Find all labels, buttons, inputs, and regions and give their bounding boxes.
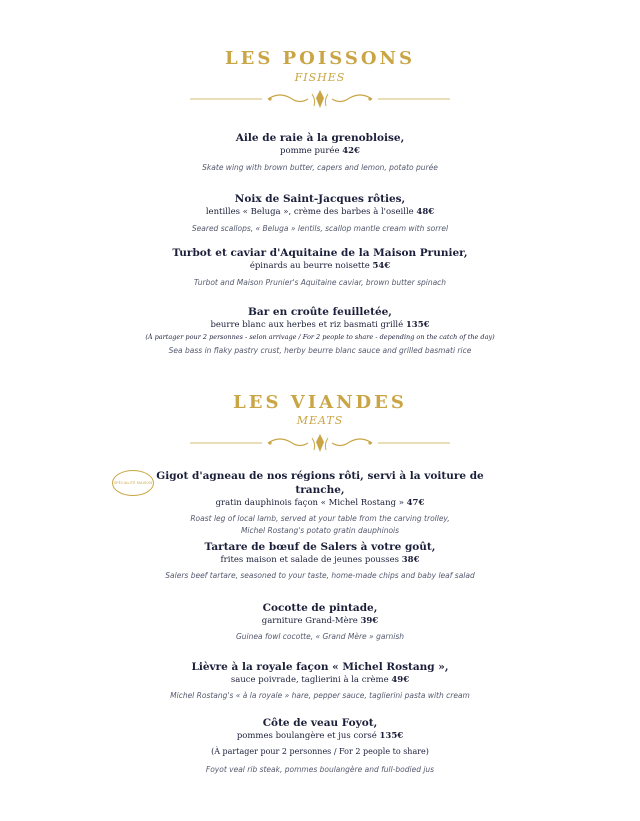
dish-detail: pomme purée xyxy=(280,146,340,156)
section-subtitle-meats: MEATS xyxy=(296,414,344,427)
dish-price: 49€ xyxy=(391,675,410,685)
dish-english: Turbot and Maison Prunier's Aquitaine caviar, brown butter spinach xyxy=(193,278,447,287)
dish-detail: lentilles « Beluga », crème des barbes à l'oseille xyxy=(205,207,414,217)
dish-english: Foyot veal rib steak, pommes boulangère and full-bodied jus xyxy=(205,765,435,774)
dish-tartare xyxy=(0,540,640,582)
dish-guinea-fowl xyxy=(0,601,640,643)
dish-english-line2: Michel Rostang's potato gratin dauphinois xyxy=(240,526,400,535)
dish-detail: gratin dauphinois façon « Michel Rostang » xyxy=(215,498,404,508)
dish-price: 39€ xyxy=(360,616,379,626)
dish-scallops xyxy=(0,192,640,235)
dish-english: Roast leg of local lamb, served at your table from the carving trolley, xyxy=(190,514,450,523)
dish-name: Noix de Saint-Jacques rôties, xyxy=(234,193,406,205)
dish-name: Aile de raie à la grenobloise, xyxy=(235,132,405,144)
dish-veal xyxy=(0,716,640,776)
ornament-divider-icon xyxy=(190,88,450,110)
dish-english: Michel Rostang's « à la royale » hare, pepper sauce, taglierini pasta with cream xyxy=(170,691,470,700)
dish-detail: pommes boulangère et jus corsé xyxy=(236,731,377,741)
specialite-maison-badge-icon xyxy=(112,470,154,496)
dish-skate-wing xyxy=(0,131,640,174)
dish-english: Sea bass in flaky pastry crust, herby beurre blanc sauce and grilled basmati rice xyxy=(168,346,472,355)
dish-name: Bar en croûte feuilletée, xyxy=(248,306,392,318)
dish-price: 48€ xyxy=(416,207,435,217)
dish-sea-bass xyxy=(0,305,640,357)
dish-name: Turbot et caviar d'Aquitaine de la Maison Prunier, xyxy=(172,247,468,259)
dish-turbot xyxy=(0,246,640,289)
dish-price: 42€ xyxy=(342,146,360,156)
dish-price: 38€ xyxy=(401,555,420,565)
dish-detail: beurre blanc aux herbes et riz basmati grillé xyxy=(210,320,404,330)
dish-english: Salers beef tartare, seasoned to your taste, home-made chips and baby leaf salad xyxy=(165,571,475,580)
ornament-divider-icon xyxy=(190,432,450,454)
dish-name: Gigot d'agneau de nos régions rôti, servi à la voiture de tranche, xyxy=(156,470,484,496)
section-title-meats: LES VIANDES xyxy=(233,392,407,413)
dish-name: Cocotte de pintade, xyxy=(262,602,378,614)
badge-label: SPÉCIALITÉ MAISON xyxy=(113,481,153,485)
dish-name: Lièvre à la royale façon « Michel Rostang », xyxy=(191,661,449,673)
dish-hare xyxy=(0,660,640,702)
dish-lamb xyxy=(155,469,485,537)
dish-detail: garniture Grand-Mère xyxy=(261,616,358,626)
dish-price: 47€ xyxy=(406,498,425,508)
dish-detail: frites maison et salade de jeunes pousses xyxy=(220,555,400,565)
dish-name: Côte de veau Foyot, xyxy=(262,717,378,729)
dish-note: (À partager pour 2 personnes - selon arrivage / For 2 people to share - depending on the catch of the day) xyxy=(145,333,495,341)
dish-detail: sauce poivrade, taglierini à la crème xyxy=(230,675,389,685)
dish-english: Guinea fowl cocotte, « Grand Mère » garnish xyxy=(235,632,405,641)
dish-detail: épinards au beurre noisette xyxy=(249,261,370,271)
dish-price: 135€ xyxy=(405,320,430,330)
dish-note: (À partager pour 2 personnes / For 2 people to share) xyxy=(211,747,429,756)
section-subtitle-fishes: FISHES xyxy=(294,71,346,84)
dish-name: Tartare de bœuf de Salers à votre goût, xyxy=(204,541,436,553)
dish-english: Skate wing with brown butter, capers and lemon, potato purée xyxy=(202,163,438,172)
dish-price: 54€ xyxy=(372,261,391,271)
section-title-fishes: LES POISSONS xyxy=(224,48,415,69)
dish-english: Seared scallops, « Beluga » lentils, scallop mantle cream with sorrel xyxy=(191,224,449,233)
dish-price: 135€ xyxy=(379,731,404,741)
